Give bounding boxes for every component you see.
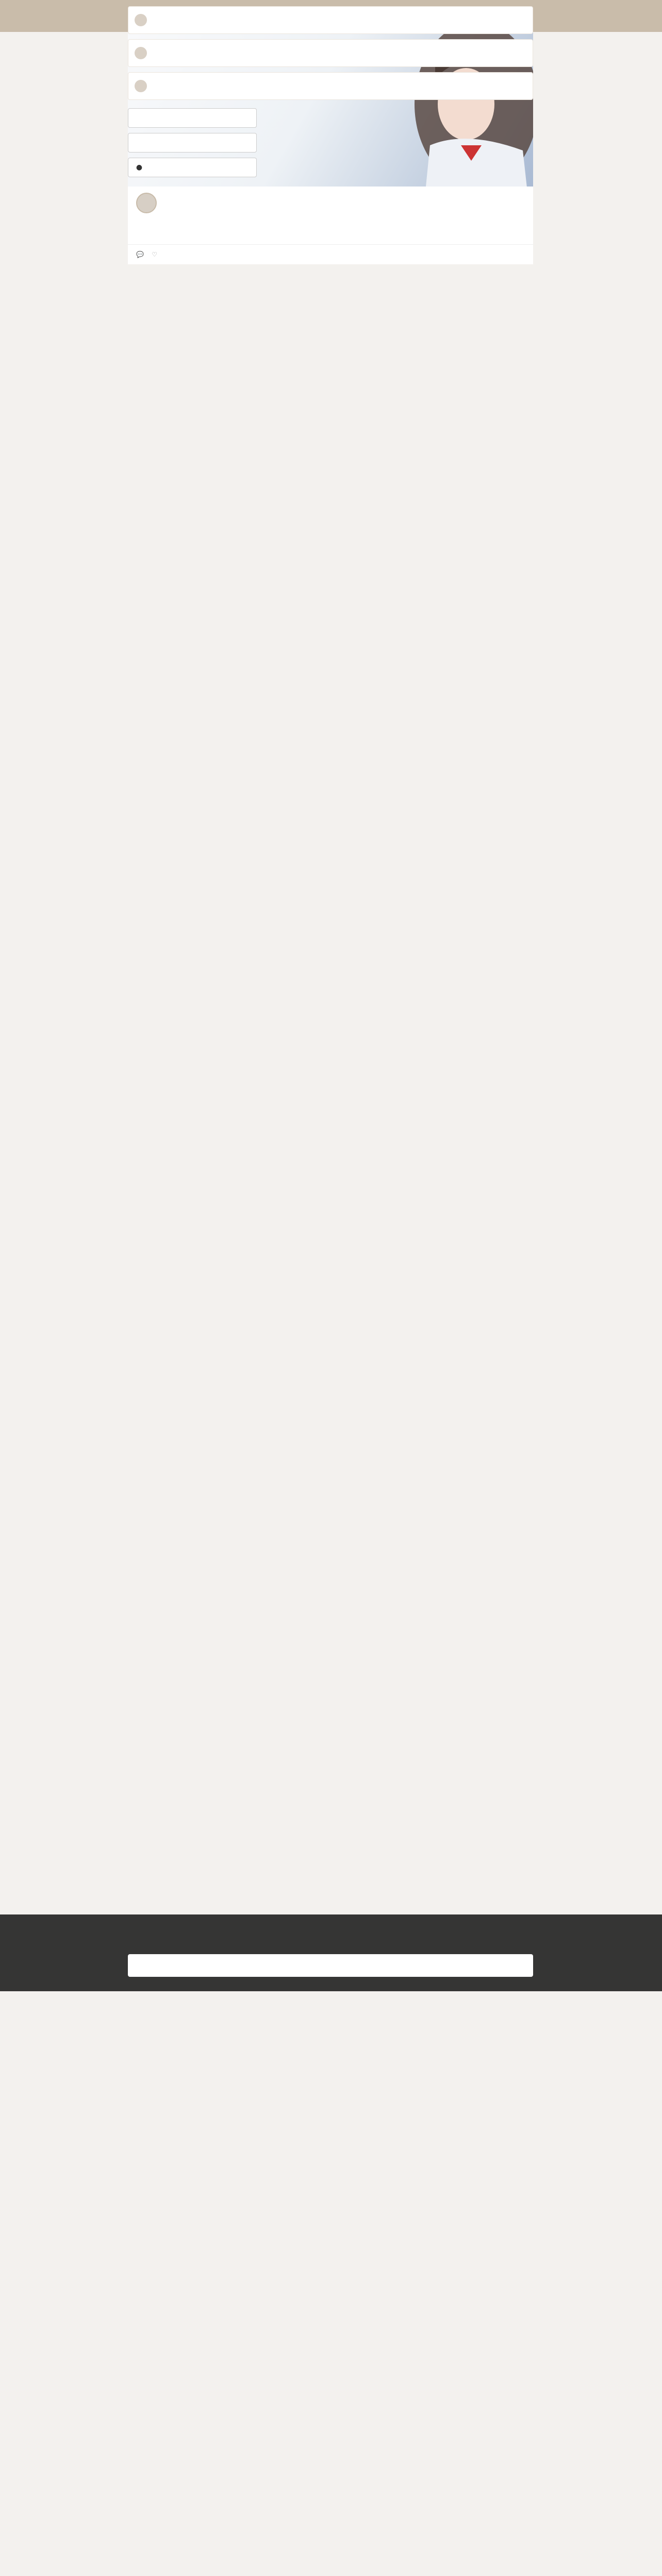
avatar-icon — [135, 47, 147, 59]
related-item[interactable] — [128, 6, 533, 34]
login-x-button[interactable] — [128, 108, 257, 128]
cookie-banner — [0, 1914, 662, 1991]
cookie-accept-button[interactable] — [128, 1954, 533, 1977]
post-body — [128, 218, 533, 244]
related-item[interactable] — [128, 72, 533, 100]
google-icon — [135, 138, 144, 147]
x-icon — [135, 113, 144, 123]
login-google-button[interactable] — [128, 133, 257, 152]
related-item[interactable] — [128, 39, 533, 67]
heart-icon[interactable]: ♡ — [152, 251, 157, 258]
reply-icon[interactable]: 💬 — [136, 251, 146, 258]
reaction-bar — [128, 244, 533, 264]
post-title-block — [136, 222, 525, 233]
login-apple-button[interactable] — [128, 158, 257, 177]
related-section — [128, 0, 533, 187]
post-header — [128, 187, 533, 218]
author-avatar[interactable] — [136, 193, 157, 213]
avatar-icon — [135, 80, 147, 92]
apple-icon: ● — [136, 163, 143, 172]
avatar-icon — [135, 14, 147, 26]
